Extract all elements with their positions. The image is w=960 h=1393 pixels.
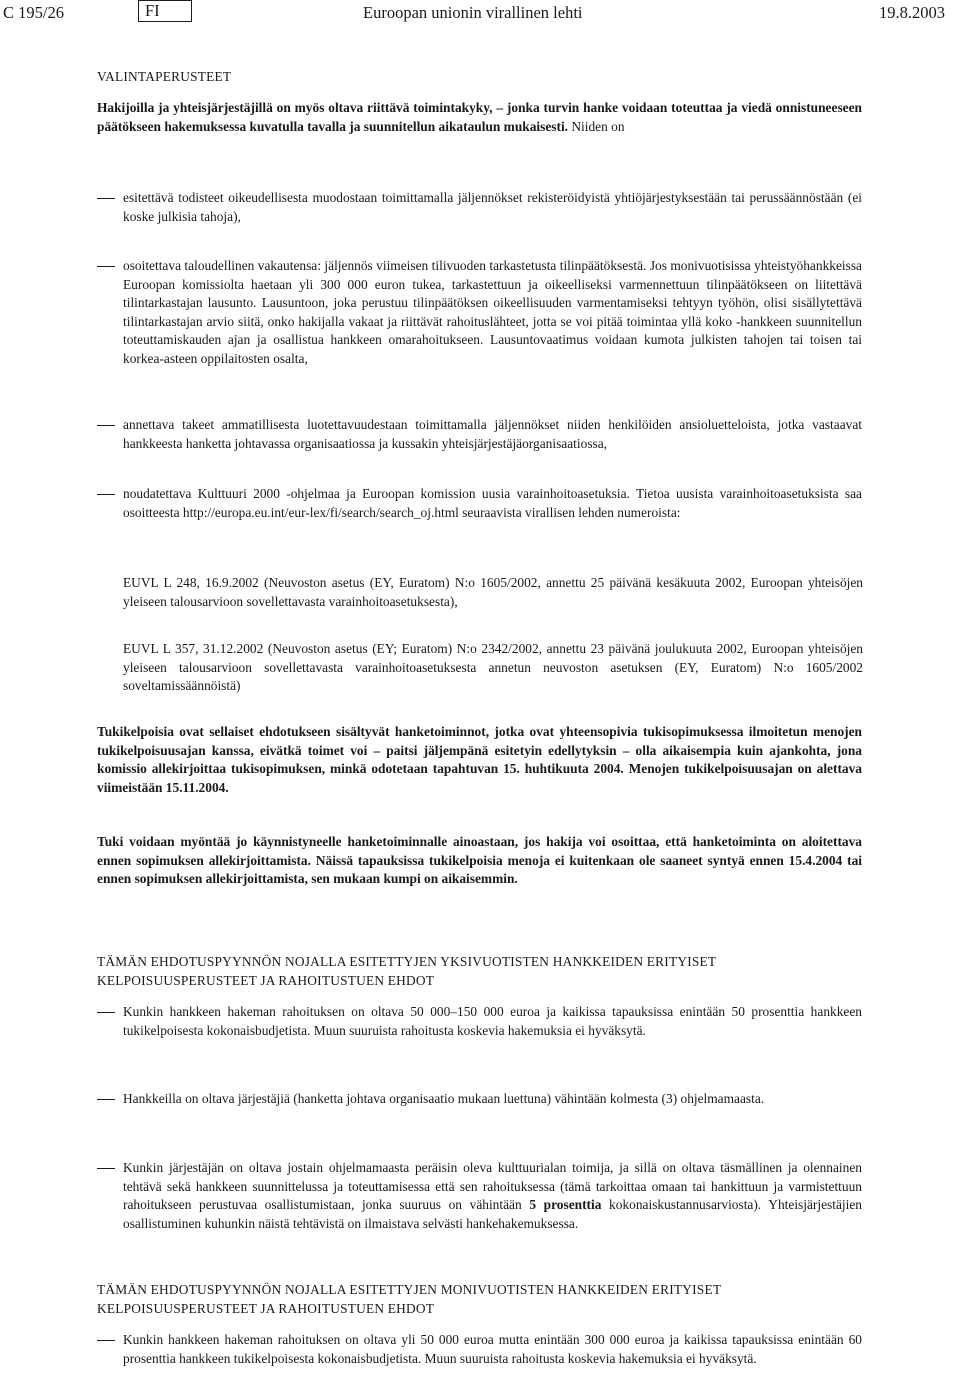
- intro-bold-text: Hakijoilla ja yhteisjärjestäjillä on myös oltava riittävä toimintakyky, – jonka turvin hanke voidaan toteuttaa ja viedä onnistuneeseen päätökseen hakemuksessa kuvatulla tavalla ja suunnitellun aikataulun mukaisesti.: [97, 100, 862, 134]
- section-heading-multiannual-projects: TÄMÄN EHDOTUSPYYNNÖN NOJALLA ESITETTYJEN MONIVUOTISTEN HANKKEIDEN ERITYISET KELPOISUUSPERUSTEET JA RAHOITUSTUEN EHDOT: [97, 1282, 721, 1316]
- intro-paragraph: [97, 99, 862, 136]
- list-item: [97, 416, 862, 453]
- list-item-text: noudatettava Kulttuuri 2000 -ohjelmaa ja Euroopan komission uusia varainhoitoasetuksia. Tietoa uusista varainhoitoasetuksista saa osoitteesta http://europa.eu.int/eur-lex/fi/search/search_oj.html seuraavista virallisen lehden numeroista:: [123, 486, 862, 520]
- retroactive-support-paragraph: Tuki voidaan myöntää jo käynnistyneelle hanketoiminnalle ainoastaan, jos hakija voi osoittaa, että hanketoiminta on aloitettava ennen sopimuksen allekirjoittamista. Näissä tapauksissa tukikelpoisia menoja ei kuitenkaan ole saaneet syntyä ennen 15.4.2004 tai ennen sopimuksen allekirjoittamista, sen mukaan kumpi on aikaisemmin.: [97, 834, 862, 886]
- list-item-text: annettava takeet ammatillisesta luotettavuudestaan toimittamalla jäljennökset niiden henkilöiden ansioluetteloista, jotka vastaavat hankkeesta hanketta johtavassa organisaatiossa ja kussakin yhteisjärjestäjäorganisaatiossa,: [123, 417, 862, 451]
- issue-reference: C 195/26: [3, 3, 64, 22]
- list-item: [97, 189, 862, 226]
- minimum-share-emphasis: 5 prosenttia: [529, 1197, 602, 1212]
- issue-date: 19.8.2003: [879, 3, 945, 22]
- dash-bullet: [97, 1099, 115, 1100]
- dash-bullet: [97, 494, 115, 495]
- list-item-text: osoitettava taloudellinen vakautensa: jäljennös viimeisen tilivuoden tarkastetusta tilinpäätöksestä. Jos monivuotisissa yhteistyöhankkeissa Euroopan komissiolta haetaan yli 300 000 euron tukea, tarkastettuun ja oikeelliseksi varmennettuun tilinpäätökseen on liitettävä tilintarkastajan lausunto. Lausuntoon, joka perustuu tilinpäätöksen oikeellisuuden varmentamiseksi tehtyyn työhön, olisi sisällytettävä tilintarkastajan arvio siitä, onko hakijalla vakaat ja riittävät rahoituslähteet, jotta se voi pitää toimintaa yllä koko -hankkeen suunnitellun toteuttamiskauden ajan ja osallistua hankkeen omarahoitukseen. Lausuntovaatimus voidaan kumota julkisten tahojen tai toisen tai korkea-asteen oppilaitosten osalta,: [123, 258, 862, 366]
- list-item-text: [123, 1159, 862, 1233]
- list-item-text: esitettävä todisteet oikeudellisesta muodostaan toimittamalla jäljennökset rekisteröidyistä yhtiöjärjestyksestään tai perussäännöstään (ei koske julkisia tahoja),: [123, 190, 862, 224]
- journal-title: Euroopan unionin virallinen lehti: [363, 3, 583, 22]
- dash-bullet: [97, 1340, 115, 1341]
- eligibility-period-paragraph: Tukikelpoisia ovat sellaiset ehdotukseen sisältyvät hanketoiminnot, jotka ovat yhteensopivia tukisopimuksessa ilmoitetun menojen tukikelpoisuusajan kanssa, eivätkä toimet voi – paitsi jäljempänä esitetyin edellytyksin – olla aikaisempia kuin ajankohta, jona komissio allekirjoittaa tukisopimuksen, minkä odotetaan tapahtuvan 15. huhtikuuta 2004. Menojen tukikelpoisuusajan on alettava viimeistään 15.11.2004.: [97, 724, 862, 795]
- dash-bullet: [97, 425, 115, 426]
- list-item-text-part: kokonaiskustannusarviosta). Yhteisjärjestäjien osallistuminen kuhunkin näistä tehtävistä on ilmaistava selvästi hankehakemuksessa.: [123, 1197, 862, 1231]
- dash-bullet: [97, 198, 115, 199]
- language-box: FI: [138, 0, 192, 22]
- list-item-text: Kunkin hankkeen hakeman rahoituksen on oltava yli 50 000 euroa mutta enintään 300 000 euroa ja kaikissa tapauksissa enintään 60 prosenttia hankkeen tukikelpoisesta kokonaisbudjetista. Muun suuruista rahoitusta koskevia hakemuksia ei hyväksytä.: [123, 1332, 862, 1366]
- list-item: [97, 1003, 862, 1040]
- dash-bullet: [97, 1168, 115, 1169]
- journal-reference: EUVL L 248, 16.9.2002 (Neuvoston asetus (EY, Euratom) N:o 1605/2002, annettu 25 päivänä kesäkuuta 2002, Euroopan yhteisöjen yleiseen talousarvioon sovellettavasta varainhoitoasetuksesta),: [123, 575, 863, 609]
- section-heading-selection-criteria: VALINTAPERUSTEET: [97, 69, 232, 84]
- list-item: [97, 1159, 862, 1233]
- list-item-text: Kunkin hankkeen hakeman rahoituksen on oltava 50 000–150 000 euroa ja kaikissa tapauksissa enintään 50 prosenttia hankkeen tukikelpoisesta kokonaisbudjetista. Muun suuruista rahoitusta koskevia hakemuksia ei hyväksytä.: [123, 1004, 862, 1038]
- journal-reference: EUVL L 357, 31.12.2002 (Neuvoston asetus (EY; Euratom) N:o 2342/2002, annettu 23 päivänä joulukuuta 2002, Euroopan yhteisöjen yleiseen talousarvioon sovellettavasta varainhoitoasetuksesta annetun neuvoston asetuksen (EY, Euratom) N:o 1605/2002 soveltamissäännöistä): [123, 641, 863, 693]
- list-item: [97, 1090, 862, 1109]
- dash-bullet: [97, 1012, 115, 1013]
- list-item: [97, 1331, 862, 1368]
- dash-bullet: [97, 266, 115, 267]
- list-item: [97, 485, 862, 522]
- page-header: [0, 0, 960, 26]
- section-heading-annual-projects: TÄMÄN EHDOTUSPYYNNÖN NOJALLA ESITETTYJEN YKSIVUOTISTEN HANKKEIDEN ERITYISET KELPOISUUSPERUSTEET JA RAHOITUSTUEN EHDOT: [97, 954, 717, 988]
- intro-rest-text: Niiden on: [568, 118, 625, 134]
- list-item-text-part: Kunkin järjestäjän on oltava jostain ohjelmamaasta peräisin oleva kulttuurialan toimija, ja sillä on oltava täsmällinen ja olennainen tehtävä sekä hankkeen suunnittelussa ja toteuttamisessa että sen rahoituksessa (tämä tarkoittaa omaan tai hankittuun ja varmistettuun rahoitukseen perustuvaa osallistumistaan, jonka suuruus on vähintään: [123, 1160, 862, 1212]
- list-item: [97, 257, 862, 368]
- list-item-text: Hankkeilla on oltava järjestäjiä (hanketta johtava organisaatio mukaan luettuna) vähintään kolmesta (3) ohjelmamaasta.: [123, 1091, 765, 1106]
